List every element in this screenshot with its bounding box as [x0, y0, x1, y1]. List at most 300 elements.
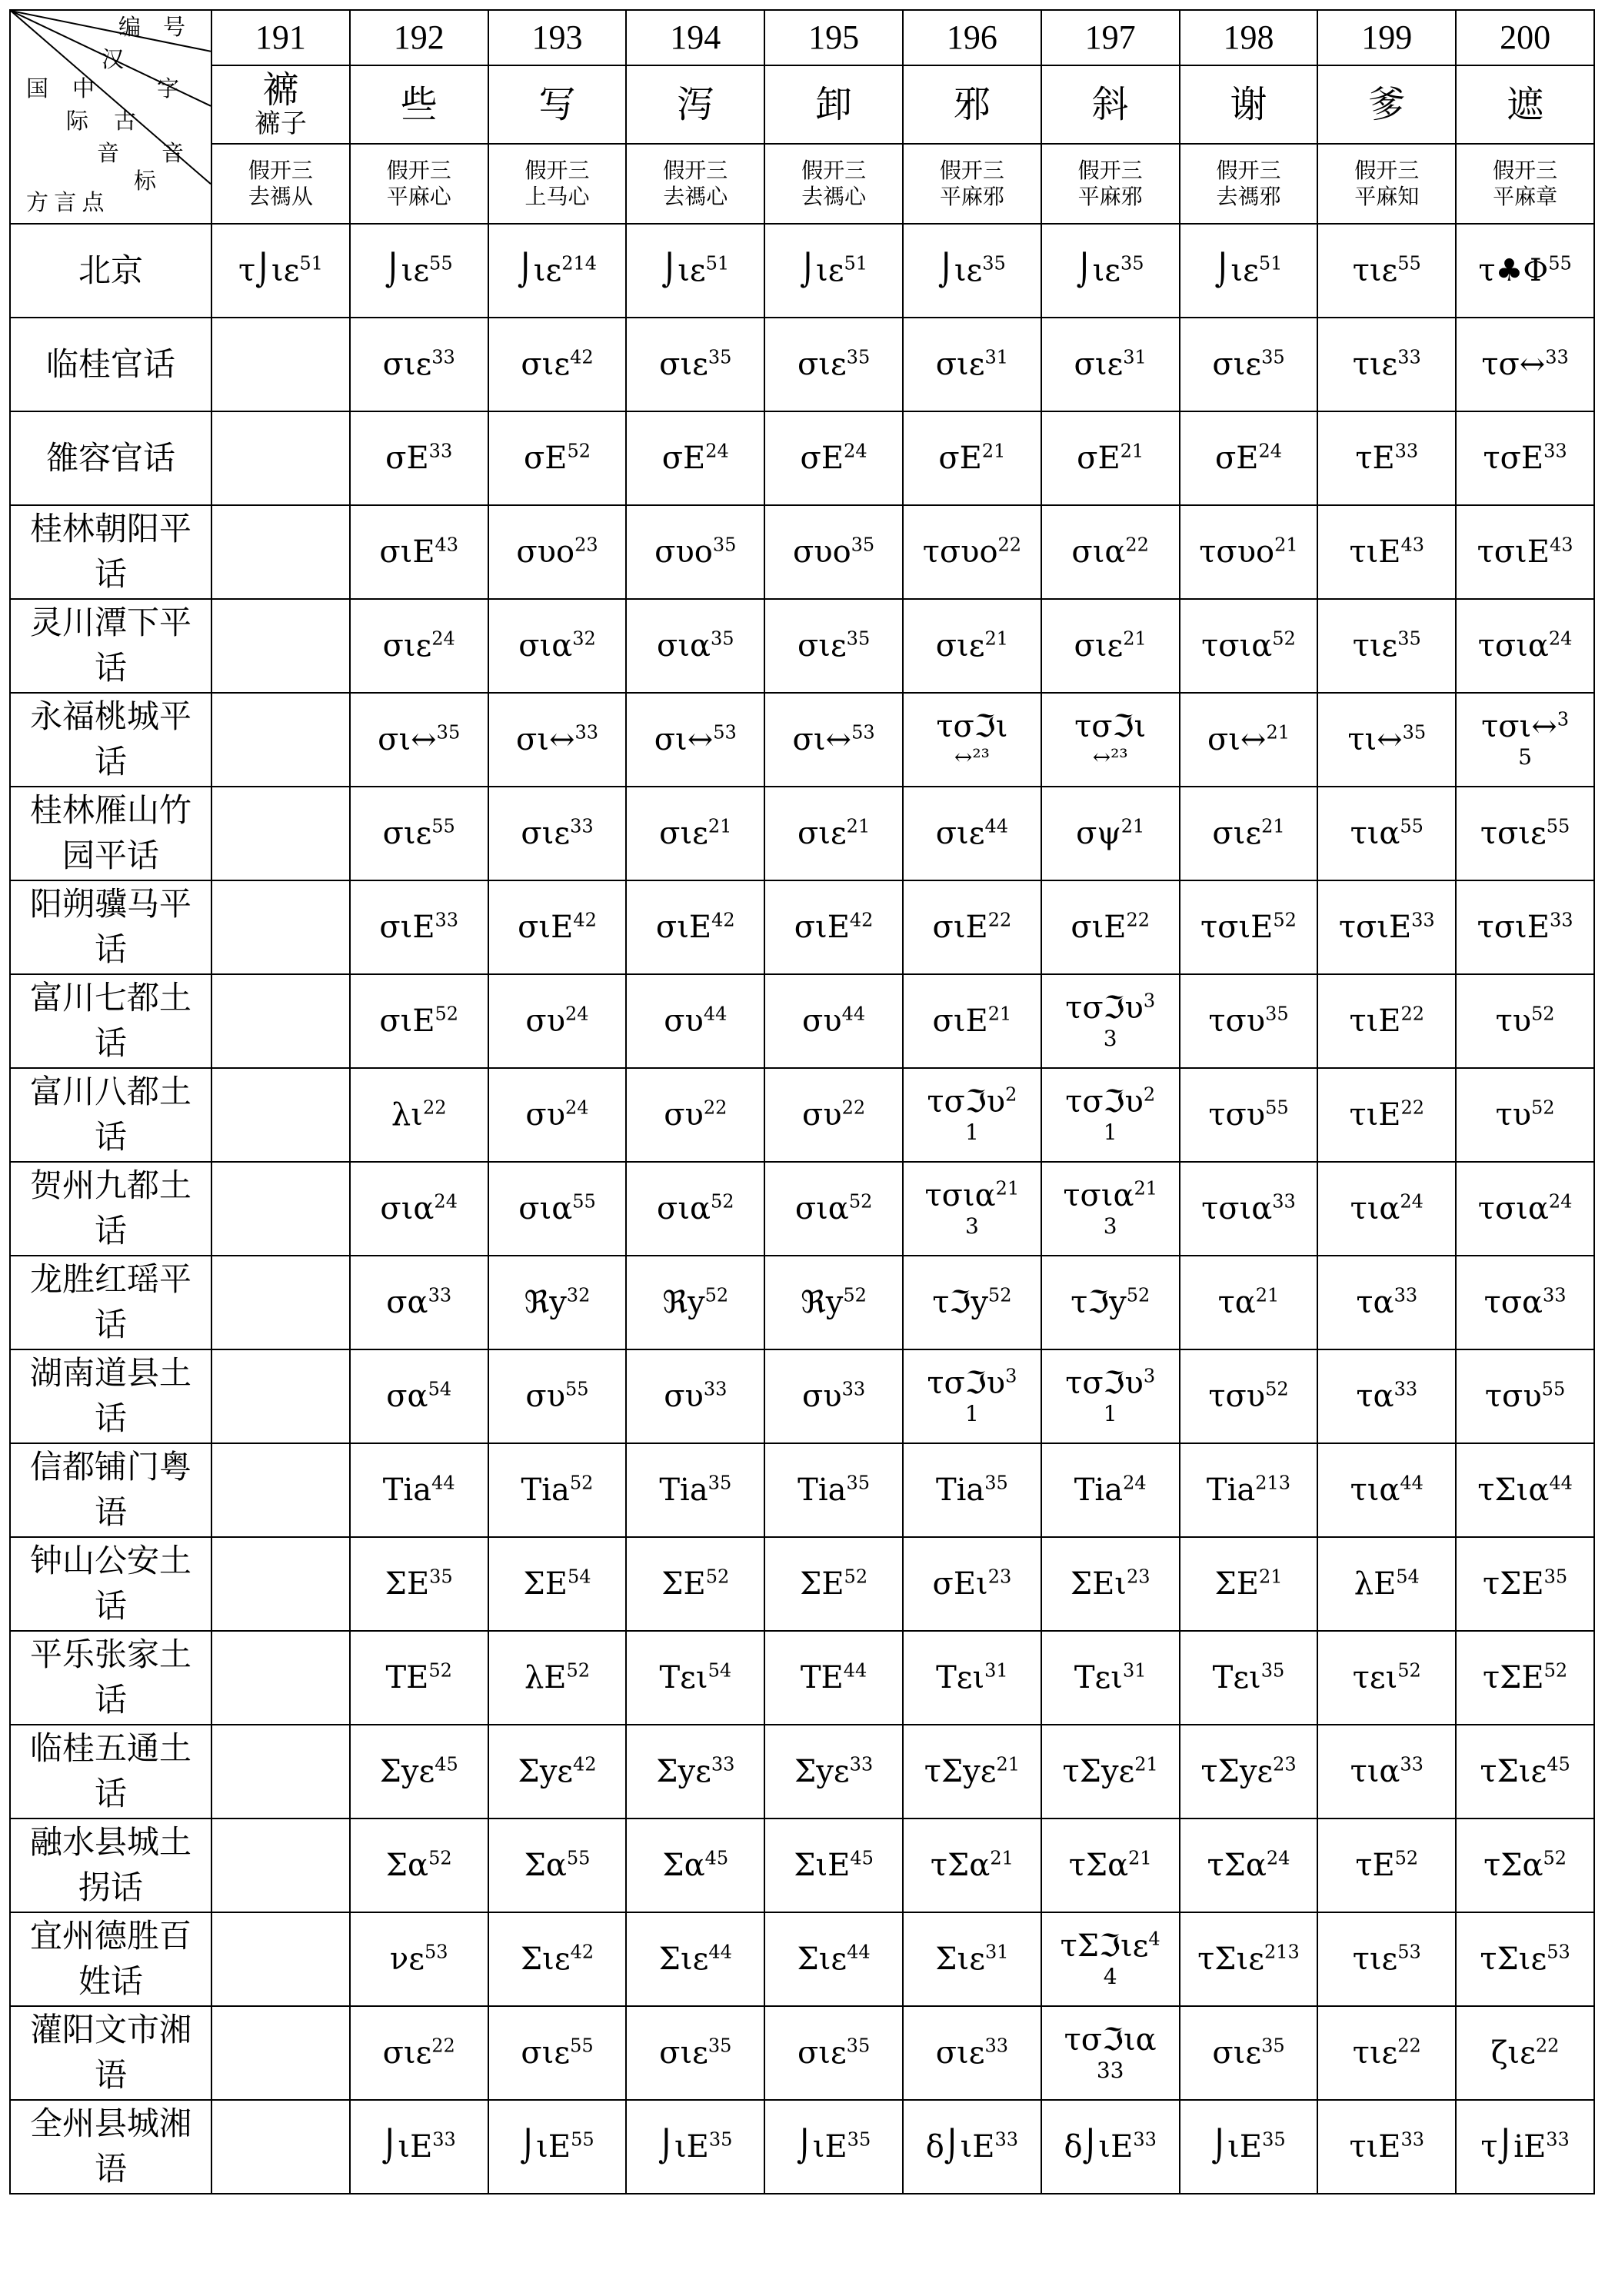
tone-value: 45	[850, 1847, 874, 1869]
tone-value: 22	[431, 2035, 455, 2057]
pronunciation-cell	[903, 880, 1041, 974]
pronunciation-base: τσια	[1477, 628, 1549, 664]
pronunciation-base: τσιE	[1477, 910, 1550, 945]
tone-value: 53	[713, 721, 737, 744]
pronunciation-cell	[488, 2100, 627, 2194]
pronunciation-cell	[764, 1537, 903, 1631]
tone-value: 54	[428, 1378, 452, 1400]
tone-value: 23	[1126, 1566, 1150, 1588]
entry-character-cell	[1180, 65, 1318, 144]
pronunciation-cell	[903, 2100, 1041, 2194]
pronunciation-base: τιE	[1349, 534, 1401, 570]
header-corner-cell	[10, 10, 211, 224]
pronunciation-cell	[211, 1443, 350, 1537]
pronunciation-cell	[903, 1631, 1041, 1725]
pronunciation-cell	[626, 974, 764, 1068]
entry-number-cell: 193	[488, 10, 627, 65]
pronunciation-base: σιε	[382, 347, 432, 382]
pronunciation-base: Σyε	[656, 1754, 711, 1789]
tone-continuation: 33	[1096, 2058, 1124, 2084]
tone-value: 24	[565, 1003, 589, 1025]
entry-character-cell	[211, 65, 350, 144]
tone-value: 21	[1261, 815, 1285, 837]
pronunciation-base: TE	[385, 1660, 429, 1695]
pronunciation-cell	[764, 974, 903, 1068]
pronunciation-cell	[350, 224, 488, 318]
entry-character: 爹	[1368, 82, 1406, 126]
pronunciation-cell	[1317, 1068, 1456, 1162]
pronunciation-base: σιε	[521, 347, 571, 382]
entry-character: 遮	[1507, 82, 1544, 126]
tone-value: 24	[844, 440, 867, 462]
pronunciation-base: τια	[1350, 1191, 1400, 1226]
tone-value: 35	[1265, 1003, 1289, 1025]
tone-continuation: 1	[1103, 1401, 1117, 1427]
pronunciation-base: δ⌡ιE	[1064, 2129, 1134, 2165]
pronunciation-cell	[1317, 787, 1456, 880]
tone-value: 33	[1397, 346, 1421, 368]
pronunciation-base: Tia	[935, 1472, 985, 1508]
pronunciation-cell	[1041, 1349, 1180, 1443]
entry-phonology-line: 假开三	[1216, 158, 1281, 184]
pronunciation-cell	[488, 974, 627, 1068]
dialect-place-name: 北京	[10, 224, 211, 318]
pronunciation-cell	[626, 1349, 764, 1443]
pronunciation-cell	[488, 1631, 627, 1725]
pronunciation-cell	[1180, 1349, 1318, 1443]
tone-value: 21	[1134, 1177, 1158, 1200]
pronunciation-cell	[1456, 411, 1594, 505]
pronunciation-base: τυ	[1495, 1003, 1532, 1039]
pronunciation-base: τΣιε	[1480, 1942, 1547, 1977]
tone-value: 3	[1143, 990, 1156, 1012]
entry-phonology-line: 假开三	[801, 158, 867, 184]
pronunciation-cell	[1041, 224, 1180, 318]
corner-label-dialect: 方 言 点	[26, 191, 105, 215]
pronunciation-base: ⌡ιE	[381, 2129, 433, 2165]
tone-value: 24	[1400, 1190, 1424, 1213]
tone-value: 3	[1557, 708, 1570, 730]
pronunciation-cell	[903, 1537, 1041, 1631]
tone-value: 33	[428, 440, 453, 462]
tone-continuation: 3	[964, 1213, 979, 1240]
pronunciation-cell	[626, 224, 764, 318]
pronunciation-base: συ	[802, 1003, 842, 1039]
pronunciation-cell	[1041, 1818, 1180, 1912]
tone-value: 24	[434, 1190, 458, 1213]
entry-character-cell	[764, 65, 903, 144]
pronunciation-base: τια	[1350, 1754, 1400, 1789]
tone-value: 33	[841, 1378, 866, 1400]
pronunciation-cell	[764, 1818, 903, 1912]
pronunciation-base: σιε	[521, 2035, 571, 2071]
pronunciation-cell	[488, 599, 627, 693]
dialect-row	[10, 1725, 1594, 1818]
pronunciation-cell	[1180, 787, 1318, 880]
pronunciation-cell	[903, 1818, 1041, 1912]
pronunciation-cell	[350, 787, 488, 880]
pronunciation-base: τιε	[1352, 2035, 1398, 2071]
pronunciation-base: σιε	[935, 816, 985, 851]
entry-character: 斜	[1091, 82, 1129, 126]
tone-value: 52	[428, 1847, 452, 1869]
entry-phonology-line: 假开三	[663, 158, 728, 184]
pronunciation-base: λE	[524, 1660, 567, 1695]
pronunciation-cell	[211, 224, 350, 318]
pronunciation-base: συο	[516, 534, 575, 570]
dialect-row	[10, 974, 1594, 1068]
tone-value: 33	[711, 1753, 735, 1775]
tone-value: 31	[984, 346, 1009, 368]
entry-number-cell: 197	[1041, 10, 1180, 65]
pronunciation-cell	[1180, 693, 1318, 787]
corner-label-char-3: 字	[157, 77, 180, 101]
pronunciation-cell	[764, 1725, 903, 1818]
pronunciation-base: τσυο	[922, 534, 998, 570]
pronunciation-cell	[1317, 1818, 1456, 1912]
tone-value: 44	[984, 815, 1009, 837]
pronunciation-cell	[1456, 1818, 1594, 1912]
pronunciation-base: τΣyε	[1062, 1754, 1135, 1789]
tone-value: 55	[1546, 815, 1570, 837]
pronunciation-cell	[1180, 1443, 1318, 1537]
pronunciation-base: τσια	[1201, 1191, 1273, 1226]
pronunciation-base: Tia	[382, 1472, 432, 1508]
pronunciation-base: τE	[1355, 441, 1395, 476]
tone-value: 55	[431, 815, 455, 837]
pronunciation-base: τℑy	[1071, 1285, 1127, 1320]
tone-value: 44	[431, 1472, 455, 1494]
tone-value: 24	[1548, 627, 1573, 650]
pronunciation-cell	[1041, 787, 1180, 880]
tone-value: 24	[1266, 1847, 1290, 1869]
pronunciation-cell	[1180, 880, 1318, 974]
tone-value: 21	[1258, 1566, 1283, 1588]
tone-value: 52	[711, 1190, 734, 1213]
entry-number-cell: 195	[764, 10, 903, 65]
pronunciation-cell	[903, 1725, 1041, 1818]
pronunciation-base: Σyε	[794, 1754, 850, 1789]
pronunciation-base: τσℑια	[1064, 2022, 1157, 2058]
pronunciation-cell	[1317, 1443, 1456, 1537]
pronunciation-cell	[488, 2006, 627, 2100]
dialect-row	[10, 2100, 1594, 2194]
pronunciation-base: σE	[800, 441, 844, 476]
tone-value: 2	[1143, 1083, 1156, 1106]
pronunciation-cell	[488, 1443, 627, 1537]
pronunciation-cell	[1041, 1631, 1180, 1725]
dialect-place-name: 临桂官话	[10, 318, 211, 411]
pronunciation-base: σιE	[655, 910, 712, 945]
tone-value: 52	[987, 1284, 1012, 1306]
tone-value: 44	[708, 1941, 732, 1963]
pronunciation-cell	[764, 505, 903, 599]
tone-value: 35	[1260, 1659, 1285, 1682]
pronunciation-cell	[764, 2006, 903, 2100]
pronunciation-base: συ	[525, 1379, 566, 1414]
pronunciation-cell	[764, 1443, 903, 1537]
pronunciation-base: σE	[523, 441, 568, 476]
tone-value: 21	[708, 815, 732, 837]
pronunciation-cell	[1456, 1068, 1594, 1162]
pronunciation-base: ⌡ιE	[658, 2129, 709, 2165]
pronunciation-cell	[903, 1349, 1041, 1443]
pronunciation-base: τιε	[1352, 347, 1398, 382]
pronunciation-cell	[626, 318, 764, 411]
tone-value: 55	[1265, 1096, 1289, 1119]
pronunciation-cell	[211, 505, 350, 599]
tone-value: 33	[1394, 1378, 1418, 1400]
pronunciation-cell	[1041, 1443, 1180, 1537]
tone-value: 44	[703, 1003, 728, 1025]
pronunciation-cell	[764, 1912, 903, 2006]
tone-value: 21	[1123, 627, 1147, 650]
tone-value: 3	[1005, 1365, 1017, 1387]
pronunciation-cell	[1180, 1631, 1318, 1725]
tone-value: 35	[429, 1566, 453, 1588]
pronunciation-base: Σα	[385, 1848, 429, 1883]
pronunciation-base: Σα	[524, 1848, 567, 1883]
tone-value: 42	[570, 346, 594, 368]
pronunciation-base: τσℑυ	[927, 1366, 1006, 1402]
tone-value: 42	[570, 1941, 594, 1963]
pronunciation-cell	[488, 787, 627, 880]
pronunciation-base: συ	[664, 1379, 704, 1414]
tone-value: 53	[1397, 1941, 1421, 1963]
tone-value: 55	[572, 1190, 596, 1213]
tone-value: 23	[987, 1566, 1012, 1588]
pronunciation-cell	[1456, 1349, 1594, 1443]
pronunciation-cell	[764, 2100, 903, 2194]
tone-value: 21	[990, 1847, 1014, 1869]
pronunciation-base: ζιε	[1490, 2035, 1536, 2071]
tone-continuation: ↔²³	[954, 744, 990, 770]
tone-value: 45	[1547, 1753, 1570, 1775]
description-row	[10, 144, 1594, 224]
pronunciation-base: σια	[518, 1191, 573, 1226]
tone-value: 55	[571, 2128, 594, 2151]
pronunciation-cell	[1456, 1631, 1594, 1725]
pronunciation-cell	[211, 1068, 350, 1162]
tone-value: 51	[299, 252, 323, 275]
pronunciation-cell	[626, 880, 764, 974]
pronunciation-base: τ⌡iE	[1480, 2129, 1547, 2165]
entry-phonology-line: 去禡从	[248, 184, 313, 209]
tone-value: 35	[1402, 721, 1427, 744]
tone-value: 35	[436, 721, 461, 744]
tone-value: 21	[1266, 721, 1290, 744]
tone-value: 24	[1548, 1190, 1573, 1213]
entry-number-cell: 192	[350, 10, 488, 65]
dialect-comparison-table	[9, 9, 1595, 2195]
entry-phonology-line: 假开三	[386, 158, 451, 184]
tone-value: 52	[1126, 1284, 1150, 1306]
tone-value: 52	[1531, 1003, 1555, 1025]
pronunciation-base: Tει	[1212, 1660, 1261, 1695]
pronunciation-base: τσα	[1483, 1285, 1543, 1320]
pronunciation-base: ΣE	[800, 1566, 844, 1602]
tone-continuation: ↔²³	[1092, 744, 1128, 770]
tone-value: 213	[1255, 1472, 1291, 1494]
entry-character: 些	[400, 82, 438, 126]
pronunciation-base: Σιε	[658, 1942, 709, 1977]
pronunciation-base: συ	[664, 1003, 704, 1039]
tone-value: 35	[708, 2128, 733, 2151]
pronunciation-cell	[626, 1443, 764, 1537]
tone-value: 55	[565, 1378, 589, 1400]
tone-value: 55	[1548, 252, 1572, 275]
pronunciation-base: σE	[1077, 441, 1121, 476]
pronunciation-cell	[211, 1349, 350, 1443]
pronunciation-cell	[350, 1725, 488, 1818]
tone-continuation: 4	[1103, 1964, 1117, 1990]
entry-phonology-line: 平麻章	[1493, 184, 1558, 209]
pronunciation-cell	[1180, 974, 1318, 1068]
pronunciation-cell	[211, 1162, 350, 1256]
pronunciation-base: τσℑυ	[1065, 990, 1144, 1027]
tone-value: 21	[996, 1753, 1021, 1775]
tone-value: 22	[1397, 2035, 1421, 2057]
number-row	[10, 10, 1594, 65]
pronunciation-base: τσια	[1201, 628, 1273, 664]
pronunciation-base: τΣα	[930, 1848, 991, 1883]
tone-value: 52	[1394, 1847, 1419, 1869]
pronunciation-base: τια	[1350, 1472, 1400, 1508]
pronunciation-base: σE	[938, 441, 982, 476]
pronunciation-base: τσυ	[1208, 1003, 1266, 1039]
entry-character: 谢	[1230, 82, 1267, 126]
pronunciation-cell	[350, 318, 488, 411]
tone-value: 44	[843, 1659, 867, 1682]
tone-value: 53	[851, 721, 875, 744]
pronunciation-cell	[1456, 880, 1594, 974]
tone-value: 33	[1546, 2128, 1570, 2151]
pronunciation-cell	[626, 1162, 764, 1256]
pronunciation-base: σια	[380, 1191, 435, 1226]
pronunciation-cell	[1041, 2100, 1180, 2194]
pronunciation-base: τιE	[1349, 1097, 1401, 1133]
pronunciation-cell	[1456, 505, 1594, 599]
pronunciation-cell	[211, 318, 350, 411]
pronunciation-base: τσυο	[1199, 534, 1275, 570]
tone-value: 33	[1400, 1753, 1424, 1775]
tone-value: 23	[574, 534, 598, 556]
corner-label-intl-2: 际	[66, 109, 89, 134]
pronunciation-base: ⌡ιε	[1076, 253, 1121, 288]
entry-phonology-cell	[1180, 144, 1318, 224]
pronunciation-cell	[1317, 411, 1456, 505]
tone-value: 33	[1543, 1284, 1567, 1306]
tone-value: 42	[849, 909, 874, 931]
pronunciation-cell	[488, 505, 627, 599]
pronunciation-cell	[1317, 224, 1456, 318]
dialect-place-name: 富川七都土话	[10, 974, 211, 1068]
dialect-place-name: 信都铺门粤语	[10, 1443, 211, 1537]
entry-character-cell	[1317, 65, 1456, 144]
pronunciation-cell	[488, 1912, 627, 2006]
pronunciation-cell	[626, 1631, 764, 1725]
entry-phonology-cell	[211, 144, 350, 224]
entry-phonology-line: 平麻知	[1354, 184, 1420, 209]
tone-value: 54	[1396, 1566, 1420, 1588]
entry-phonology-cell	[764, 144, 903, 224]
pronunciation-base: σιε	[659, 2035, 708, 2071]
tone-value: 33	[849, 1753, 874, 1775]
pronunciation-base: τια	[1350, 816, 1400, 851]
pronunciation-cell	[626, 787, 764, 880]
tone-value: 52	[1543, 1847, 1567, 1869]
pronunciation-cell	[903, 505, 1041, 599]
pronunciation-base: τΣα	[1207, 1848, 1267, 1883]
pronunciation-cell	[211, 693, 350, 787]
pronunciation-base: σια	[657, 1191, 711, 1226]
dialect-place-name: 阳朔骥马平话	[10, 880, 211, 974]
character-row	[10, 65, 1594, 144]
tone-value: 52	[848, 1190, 873, 1213]
tone-value: 22	[841, 1096, 866, 1119]
pronunciation-base: σEι	[932, 1566, 988, 1602]
tone-value: 52	[704, 1284, 729, 1306]
pronunciation-base: σιE	[379, 534, 435, 570]
pronunciation-cell	[903, 224, 1041, 318]
pronunciation-base: Tει	[1074, 1660, 1123, 1695]
pronunciation-cell	[903, 1068, 1041, 1162]
tone-value: 43	[1549, 534, 1573, 556]
pronunciation-cell	[764, 1162, 903, 1256]
pronunciation-cell	[1041, 1068, 1180, 1162]
dialect-row	[10, 411, 1594, 505]
pronunciation-base: νε	[389, 1942, 425, 1977]
pronunciation-base: σι↔	[515, 722, 575, 757]
dialect-row	[10, 1443, 1594, 1537]
pronunciation-base: ⌡ιε	[661, 253, 706, 288]
corner-label-char-1: 汉	[102, 48, 125, 72]
pronunciation-cell	[350, 1162, 488, 1256]
pronunciation-base: τσιε	[1480, 816, 1547, 851]
pronunciation-cell	[350, 1912, 488, 2006]
pronunciation-cell	[764, 787, 903, 880]
pronunciation-cell	[626, 1912, 764, 2006]
entry-phonology-line: 假开三	[524, 158, 590, 184]
pronunciation-cell	[1180, 2006, 1318, 2100]
tone-value: 21	[987, 1003, 1012, 1025]
tone-value: 54	[708, 1659, 732, 1682]
pronunciation-base: τΣyε	[924, 1754, 997, 1789]
dialect-row	[10, 1912, 1594, 2006]
pronunciation-base: συ	[525, 1003, 566, 1039]
corner-label-intl-1: 国	[26, 77, 49, 101]
dialect-row	[10, 1256, 1594, 1349]
pronunciation-base: σιε	[521, 816, 571, 851]
dialect-place-name: 临桂五通土话	[10, 1725, 211, 1818]
pronunciation-base: ⌡ιε	[517, 253, 562, 288]
entry-phonology-line: 假开三	[1354, 158, 1420, 184]
pronunciation-cell	[1317, 599, 1456, 693]
entry-character: 泻	[677, 82, 714, 126]
pronunciation-base: Σyε	[518, 1754, 574, 1789]
entry-phonology-line: 平麻邪	[939, 184, 1004, 209]
dialect-row	[10, 224, 1594, 318]
pronunciation-cell	[1317, 1537, 1456, 1631]
pronunciation-cell	[1317, 1162, 1456, 1256]
tone-value: 43	[1400, 534, 1425, 556]
pronunciation-cell	[1317, 974, 1456, 1068]
tone-value: 44	[841, 1003, 866, 1025]
tone-value: 24	[565, 1096, 589, 1119]
dialect-row	[10, 693, 1594, 787]
tone-value: 21	[995, 1177, 1020, 1200]
pronunciation-cell	[1456, 1443, 1594, 1537]
